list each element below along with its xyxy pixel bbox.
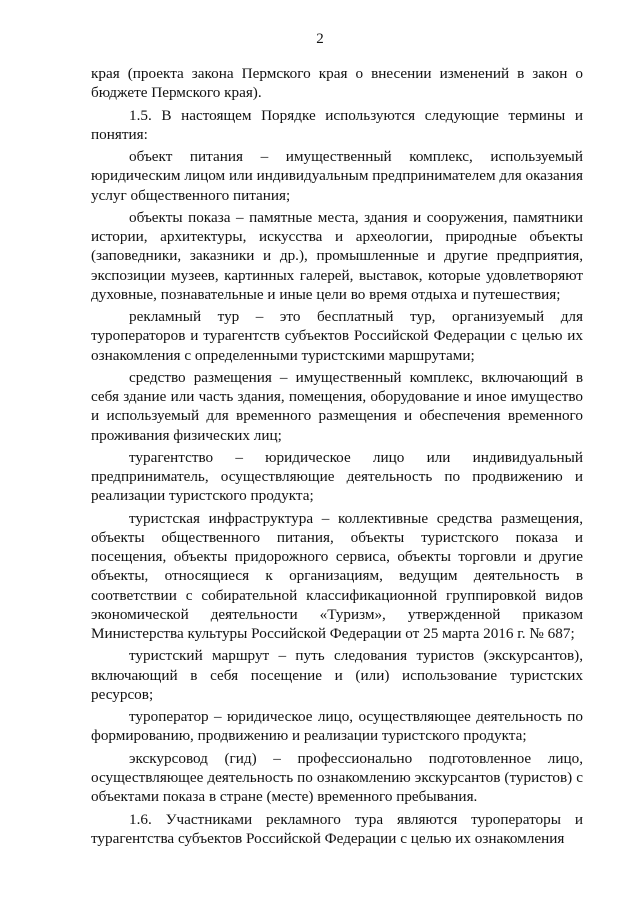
paragraph-term-tourist-infrastructure: туристская инфраструктура – коллективные средства размещения, объекты общественного питания, объекты туристского показа и посещения, объекты придорожного сервиса, объекты торговли и другие объекты, относящиеся к организациям, ведущим деятельность в соответствии с собирательной классификационной группировкой видов экономической деятельности «Туризм», утвержденной приказом Министерства культуры Российской Федерации от 25 марта 2016 г. № 687; [91,509,583,642]
paragraph-term-guide: экскурсовод (гид) – профессионально подготовленное лицо, осуществляющее деятельность по ознакомлению экскурсантов (туристов) с объектами показа в стране (месте) временного пребывания. [91,749,583,806]
paragraph-1-5-terms-intro: 1.5. В настоящем Порядке используются следующие термины и понятия: [91,106,583,143]
paragraph-term-promo-tour: рекламный тур – это бесплатный тур, организуемый для туроператоров и турагентств субъектов Российской Федерации с целью их ознакомления с определенными туристскими маршрутами; [91,308,583,364]
paragraph-term-show-objects: объекты показа – памятные места, здания и сооружения, памятники истории, архитектуры, искусства и археологии, природные объекты (заповедники, заказники и др.), промышленные и другие предприятия, экспозиции музеев, картинных галерей, выставок, которые удовлетворяют духовные, познавательные и иные цели во время отдыха и путешествия; [91,208,583,303]
paragraph-1-6-participants: 1.6. Участниками рекламного тура являются туроператоры и турагентства субъектов Российской Федерации с целью их ознакомления [91,810,583,847]
document-body [91,64,583,851]
page-number: 2 [316,31,324,47]
paragraph-budget-continuation: края (проекта закона Пермского края о внесении изменений в закон о бюджете Пермского края). [91,65,583,102]
paragraph-term-travel-agency: турагентство – юридическое лицо или индивидуальный предприниматель, осуществляющие деятельность по продвижению и реализации туристского продукта; [91,448,583,505]
paragraph-term-food-object: объект питания – имущественный комплекс, используемый юридическим лицом или индивидуальным предпринимателем для оказания услуг общественного питания; [91,148,583,204]
paragraph-term-tourist-route: туристский маршрут – путь следования туристов (экскурсантов), включающий в себя посещение и (или) использование туристских ресурсов; [91,647,583,703]
paragraph-term-accommodation: средство размещения – имущественный комплекс, включающий в себя здание или часть здания, помещения, оборудование и иное имущество и используемый для временного размещения и обеспечения временного проживания физических лиц; [91,368,583,444]
paragraph-term-tour-operator: туроператор – юридическое лицо, осуществляющее деятельность по формированию, продвижению и реализации туристского продукта; [91,708,583,745]
